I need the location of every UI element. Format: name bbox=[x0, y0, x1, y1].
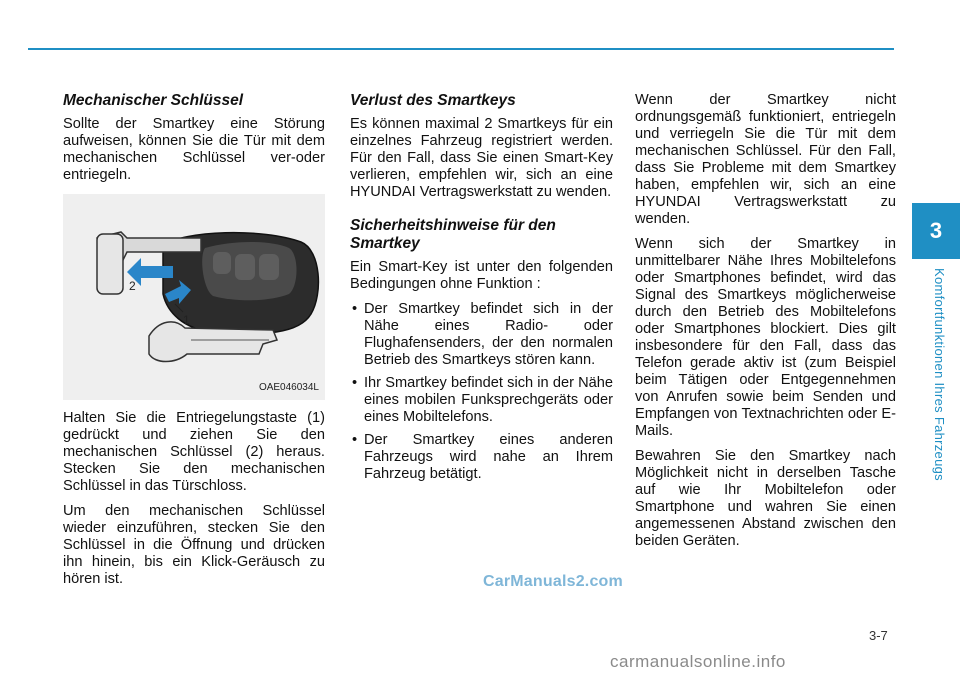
button-unlock bbox=[235, 254, 255, 280]
button-lock bbox=[259, 254, 279, 280]
heading-lost-smartkey: Verlust des Smartkeys bbox=[350, 92, 516, 109]
callout-2: 2 bbox=[129, 279, 136, 293]
bullet: • bbox=[352, 375, 358, 391]
smartkey-illustration bbox=[63, 194, 325, 400]
button-trunk bbox=[213, 252, 231, 274]
paragraph: Sollte der Smartkey eine Störung aufweisen, können Sie die Tür mit dem mechanischen Schlüssel ver-oder entriegeln. bbox=[63, 116, 325, 183]
list-item bbox=[350, 432, 613, 483]
list-item bbox=[350, 375, 613, 426]
top-rule bbox=[28, 48, 894, 50]
bullet: • bbox=[352, 301, 358, 317]
list-item-text: Der Smartkey eines anderen Fahrzeugs wird nahe an Ihrem Fahrzeug betätigt. bbox=[364, 432, 613, 482]
heading-safety-notes: Sicherheitshinweise für den Smartkey bbox=[350, 217, 556, 252]
paragraph: Bewahren Sie den Smartkey nach Möglichkeit nicht in derselben Tasche auf wie Ihr Mobiltelefon oder Smartphone und wahren Sie einen angemessenen Abstand zwischen den beiden Geräten. bbox=[635, 448, 896, 549]
paragraph: Wenn sich der Smartkey in unmittelbarer Nähe Ihres Mobiltelefons oder Smartphones befindet, wird das Signal des Smartkeys möglicherweise durch den Betrieb des Mobiltelefons oder Smartphones blockiert. Dies gilt insbesondere für den Fall, dass das Telefon gerade aktiv ist (zum Beispiel beim Tätigen oder Entgegennehmen von Anrufen sowie beim Senden und Empfangen von Textnachrichten oder E-Mails. bbox=[635, 236, 896, 439]
paragraph: Ein Smart-Key ist unter den folgenden Bedingungen ohne Funktion : bbox=[350, 259, 613, 292]
paragraph: Wenn der Smartkey nicht ordnungsgemäß funktioniert, entriegeln und verriegeln Sie die Tür mit dem mechanischen Schlüssel. Für den Fall, dass Sie Probleme mit dem Smartkey haben, empfehlen wir, sich an eine HYUNDAI Vertragswerkstatt zu wenden. bbox=[635, 92, 896, 227]
chapter-title: Komfortfunktionen Ihres Fahrzeugs bbox=[932, 268, 947, 481]
chapter-tab bbox=[912, 203, 960, 259]
chapter-number: 3 bbox=[929, 218, 943, 243]
callout-1: 1 bbox=[183, 313, 190, 327]
paragraph: Um den mechanischen Schlüssel wieder einzuführen, stecken Sie den Schlüssel in die Öffnung und drücken ihn hinein, bis ein Klick-Geräusch zu hören ist. bbox=[63, 503, 325, 587]
key-head bbox=[97, 234, 123, 294]
paragraph: Es können maximal 2 Smartkeys für ein einzelnes Fahrzeug registriert werden. Für den Fall, dass Sie einen Smart-Key verlieren, empfehlen wir, sich an eine HYUNDAI Vertragswerkstatt zu wenden. bbox=[350, 116, 613, 200]
column-3 bbox=[635, 92, 896, 558]
bullet: • bbox=[352, 432, 358, 448]
heading-mechanical-key: Mechanischer Schlüssel bbox=[63, 92, 244, 109]
footer-watermark: carmanualsonline.info bbox=[610, 652, 786, 671]
figure-code: OAE046034L bbox=[258, 382, 319, 393]
bullet-list bbox=[350, 301, 613, 483]
watermark-link[interactable]: CarManuals2.com bbox=[483, 573, 623, 590]
key-figure bbox=[63, 194, 325, 400]
list-item-text: Ihr Smartkey befindet sich in der Nähe eines mobilen Funksprechgeräts oder eines Mobiltelefons. bbox=[364, 375, 613, 425]
paragraph: Halten Sie die Entriegelungstaste (1) gedrückt und ziehen Sie den mechanischen Schlüssel (2) heraus. Stecken Sie den mechanischen Schlüssel in das Türschloss. bbox=[63, 410, 325, 494]
column-1 bbox=[63, 92, 325, 596]
list-item-text: Der Smartkey befindet sich in der Nähe eines Radio- oder Flughafensenders, der den normalen Betrieb des Smartkeys stören kann. bbox=[364, 301, 613, 368]
list-item bbox=[350, 301, 613, 369]
column-2 bbox=[350, 92, 613, 491]
page-number: 3-7 bbox=[869, 628, 888, 643]
